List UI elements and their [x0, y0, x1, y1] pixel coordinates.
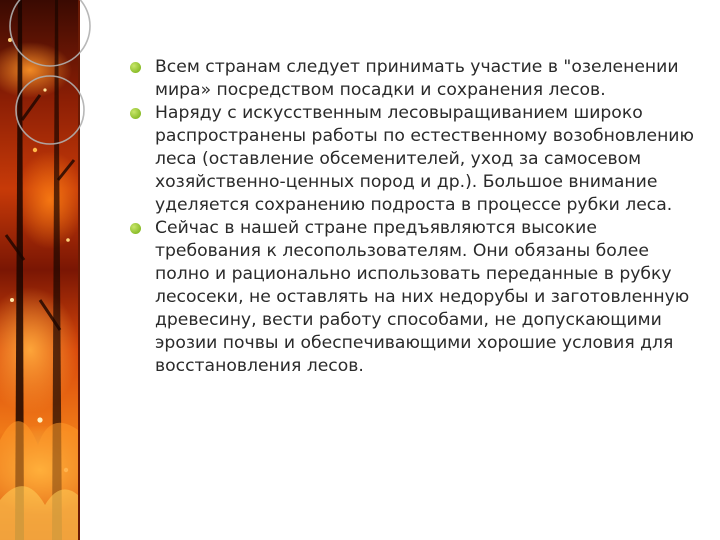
rings-decoration	[0, 0, 150, 160]
bullet-text: Всем странам следует принимать участие в "озеленении мира» посредством посадки и сохранения лесов.	[155, 57, 679, 100]
green-dot-icon	[130, 108, 141, 119]
bullet-text: Наряду с искусственным лесовыращиванием широко распространены работы по естественному возобновлению леса (оставление обсеменителей, уход за самосевом хозяйственно-ценных пород и др.). Большое внимание уделяется сохранению подроста в процессе рубки леса.	[155, 103, 694, 215]
bullet-list	[130, 56, 708, 378]
bullet-text: Сейчас в нашей стране предъявляются высокие требования к лесопользователям. Они обязаны более полно и рационально использовать переданные в рубку лесосеки, не оставлять на них недорубы и заготовленную древесину, вести работу способами, не допускающими эрозии почвы и обеспечивающими хорошие условия для восстановления лесов.	[155, 218, 690, 376]
bullet-item	[130, 217, 708, 378]
content-area	[130, 56, 708, 378]
green-dot-icon	[130, 223, 141, 234]
green-dot-icon	[130, 62, 141, 73]
bullet-item	[130, 56, 708, 102]
bullet-item	[130, 102, 708, 217]
